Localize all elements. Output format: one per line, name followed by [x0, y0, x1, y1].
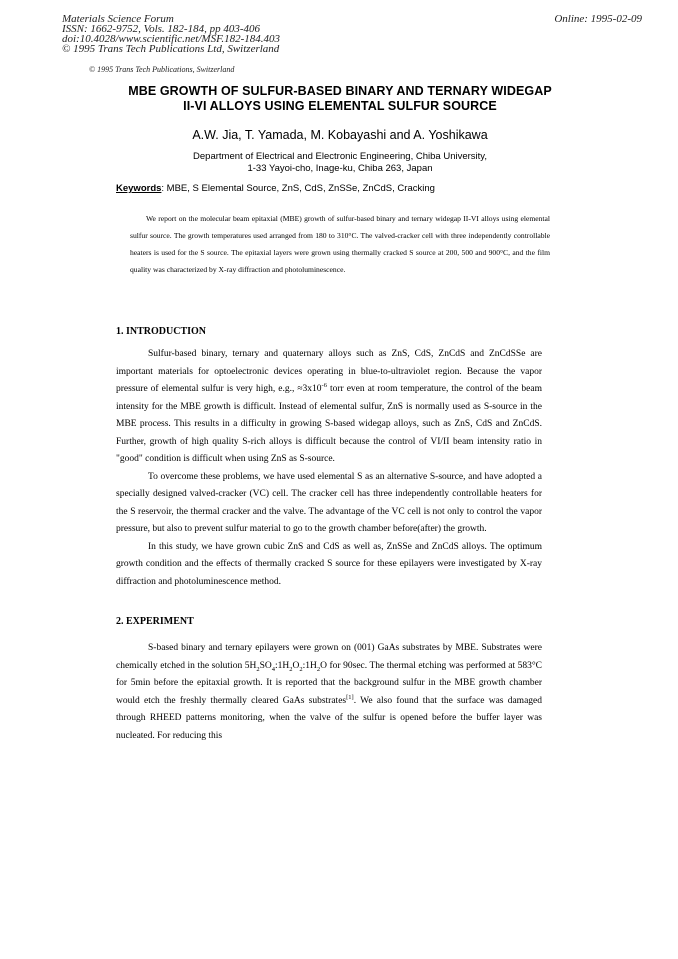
- copyright-line: © 1995 Trans Tech Publications Ltd, Switzerland: [62, 43, 280, 55]
- paper-title: [80, 84, 600, 114]
- experiment-paragraph: S-based binary and ternary epilayers were grown on (001) GaAs substrates by MBE. Substrates were chemically etched in the solution $5H_2SO_4:1H_2O_2:1H_2O$ for 90sec. The thermal etching was performed at 583°C for 5min before the epitaxial growth. It is reported that the background sulfur in the MBE growth chamber would etch the freshly thermally cleared GaAs substrates[1]. We also found that the surface was damaged through RHEED patterns monitoring, when the valve of the sulfur is opened before the buffer layer was nucleated. For reducing this: [116, 643, 543, 741]
- copyright-small: © 1995 Trans Tech Publications, Switzerland: [89, 65, 235, 74]
- doi-line: doi:10.4028/www.scientific.net/MSF.182-184.403: [62, 33, 281, 45]
- reference-1: [1]: [346, 693, 354, 701]
- intro-paragraph-2: To overcome these problems, we have used elemental S as an alternative S-source, and have adopted a specially designed valved-cracker (VC) cell. The cracker cell has three independently controllable heaters for the S reservoir, the thermal cracker and the valve. The advantage of the VC cell is not only to control the vapor pressure, but also to prevent sulfur material to go to the growth chamber before(after) the growth.: [116, 471, 542, 534]
- issn-line: ISSN: 1662-9752, Vols. 182-184, pp 403-406: [62, 23, 260, 35]
- authors: A.W. Jia, T. Yamada, M. Kobayashi and A. Yoshikawa: [192, 128, 488, 142]
- online-date: Online: 1995-02-09: [554, 13, 642, 25]
- keywords: [116, 183, 435, 194]
- abstract-text: We report on the molecular beam epitaxial (MBE) growth of sulfur-based binary and ternary widegap II-VI alloys using elemental sulfur source. The growth temperatures used arranged from 180 to 310°C. The valved-cracker cell with three independently controllable heaters is used for the S source. The epitaxial layers were grown using thermally cracked S source at 200, 500 and 900°C, and the film quality was characterized by X-ray diffraction and photoluminescence.: [130, 214, 550, 274]
- keywords-list: : MBE, S Elemental Source, ZnS, CdS, ZnSSe, ZnCdS, Cracking: [161, 183, 435, 194]
- introduction-body: [116, 346, 542, 591]
- keywords-label: Keywords: [116, 183, 162, 194]
- intro-paragraph-3: In this study, we have grown cubic ZnS and CdS as well as, ZnSSe and ZnCdS alloys. The optimum growth condition and the effects of thermally cracked S source for these epilayers were investigated by X-ray diffraction and photoluminescence method.: [116, 541, 542, 587]
- header-citation: [62, 14, 280, 54]
- experiment-body: [116, 640, 542, 745]
- affiliation: [80, 151, 600, 175]
- title-line-2: II-VI ALLOYS USING ELEMENTAL SULFUR SOURCE: [183, 99, 497, 113]
- affiliation-line-1: Department of Electrical and Electronic Engineering, Chiba University,: [193, 151, 487, 162]
- journal-name: Materials Science Forum: [62, 13, 174, 25]
- section-heading-introduction: 1. INTRODUCTION: [116, 326, 207, 337]
- title-line-1: MBE GROWTH OF SULFUR-BASED BINARY AND TERNARY WIDEGAP: [128, 84, 552, 98]
- affiliation-line-2: 1-33 Yayoi-cho, Inage-ku, Chiba 263, Japan: [247, 163, 433, 174]
- section-heading-experiment: 2. EXPERIMENT: [116, 616, 194, 627]
- abstract: [130, 210, 550, 278]
- intro-paragraph-1: Sulfur-based binary, ternary and quaternary alloys such as ZnS, CdS, ZnCdS and ZnCdSSe are important materials for optoelectronic devices operating in blue-to-ultraviolet region. Because the vapor pressure of elemental sulfur is very high, e.g., $\approx 3x10^{-6}$ torr even at room temperature, the control of the beam intensity for the MBE growth is difficult. Instead of elemental sulfur, ZnS is normally used as S-source in the MBE process. This results in a difficulty in growing S-based widegap alloys, such as ZnS, CdS and ZnCdS. Further, growth of high quality S-rich alloys is difficult because the control of VI/II beam intensity ratio in "good" condition is difficult when using ZnS as S-source.: [116, 349, 542, 464]
